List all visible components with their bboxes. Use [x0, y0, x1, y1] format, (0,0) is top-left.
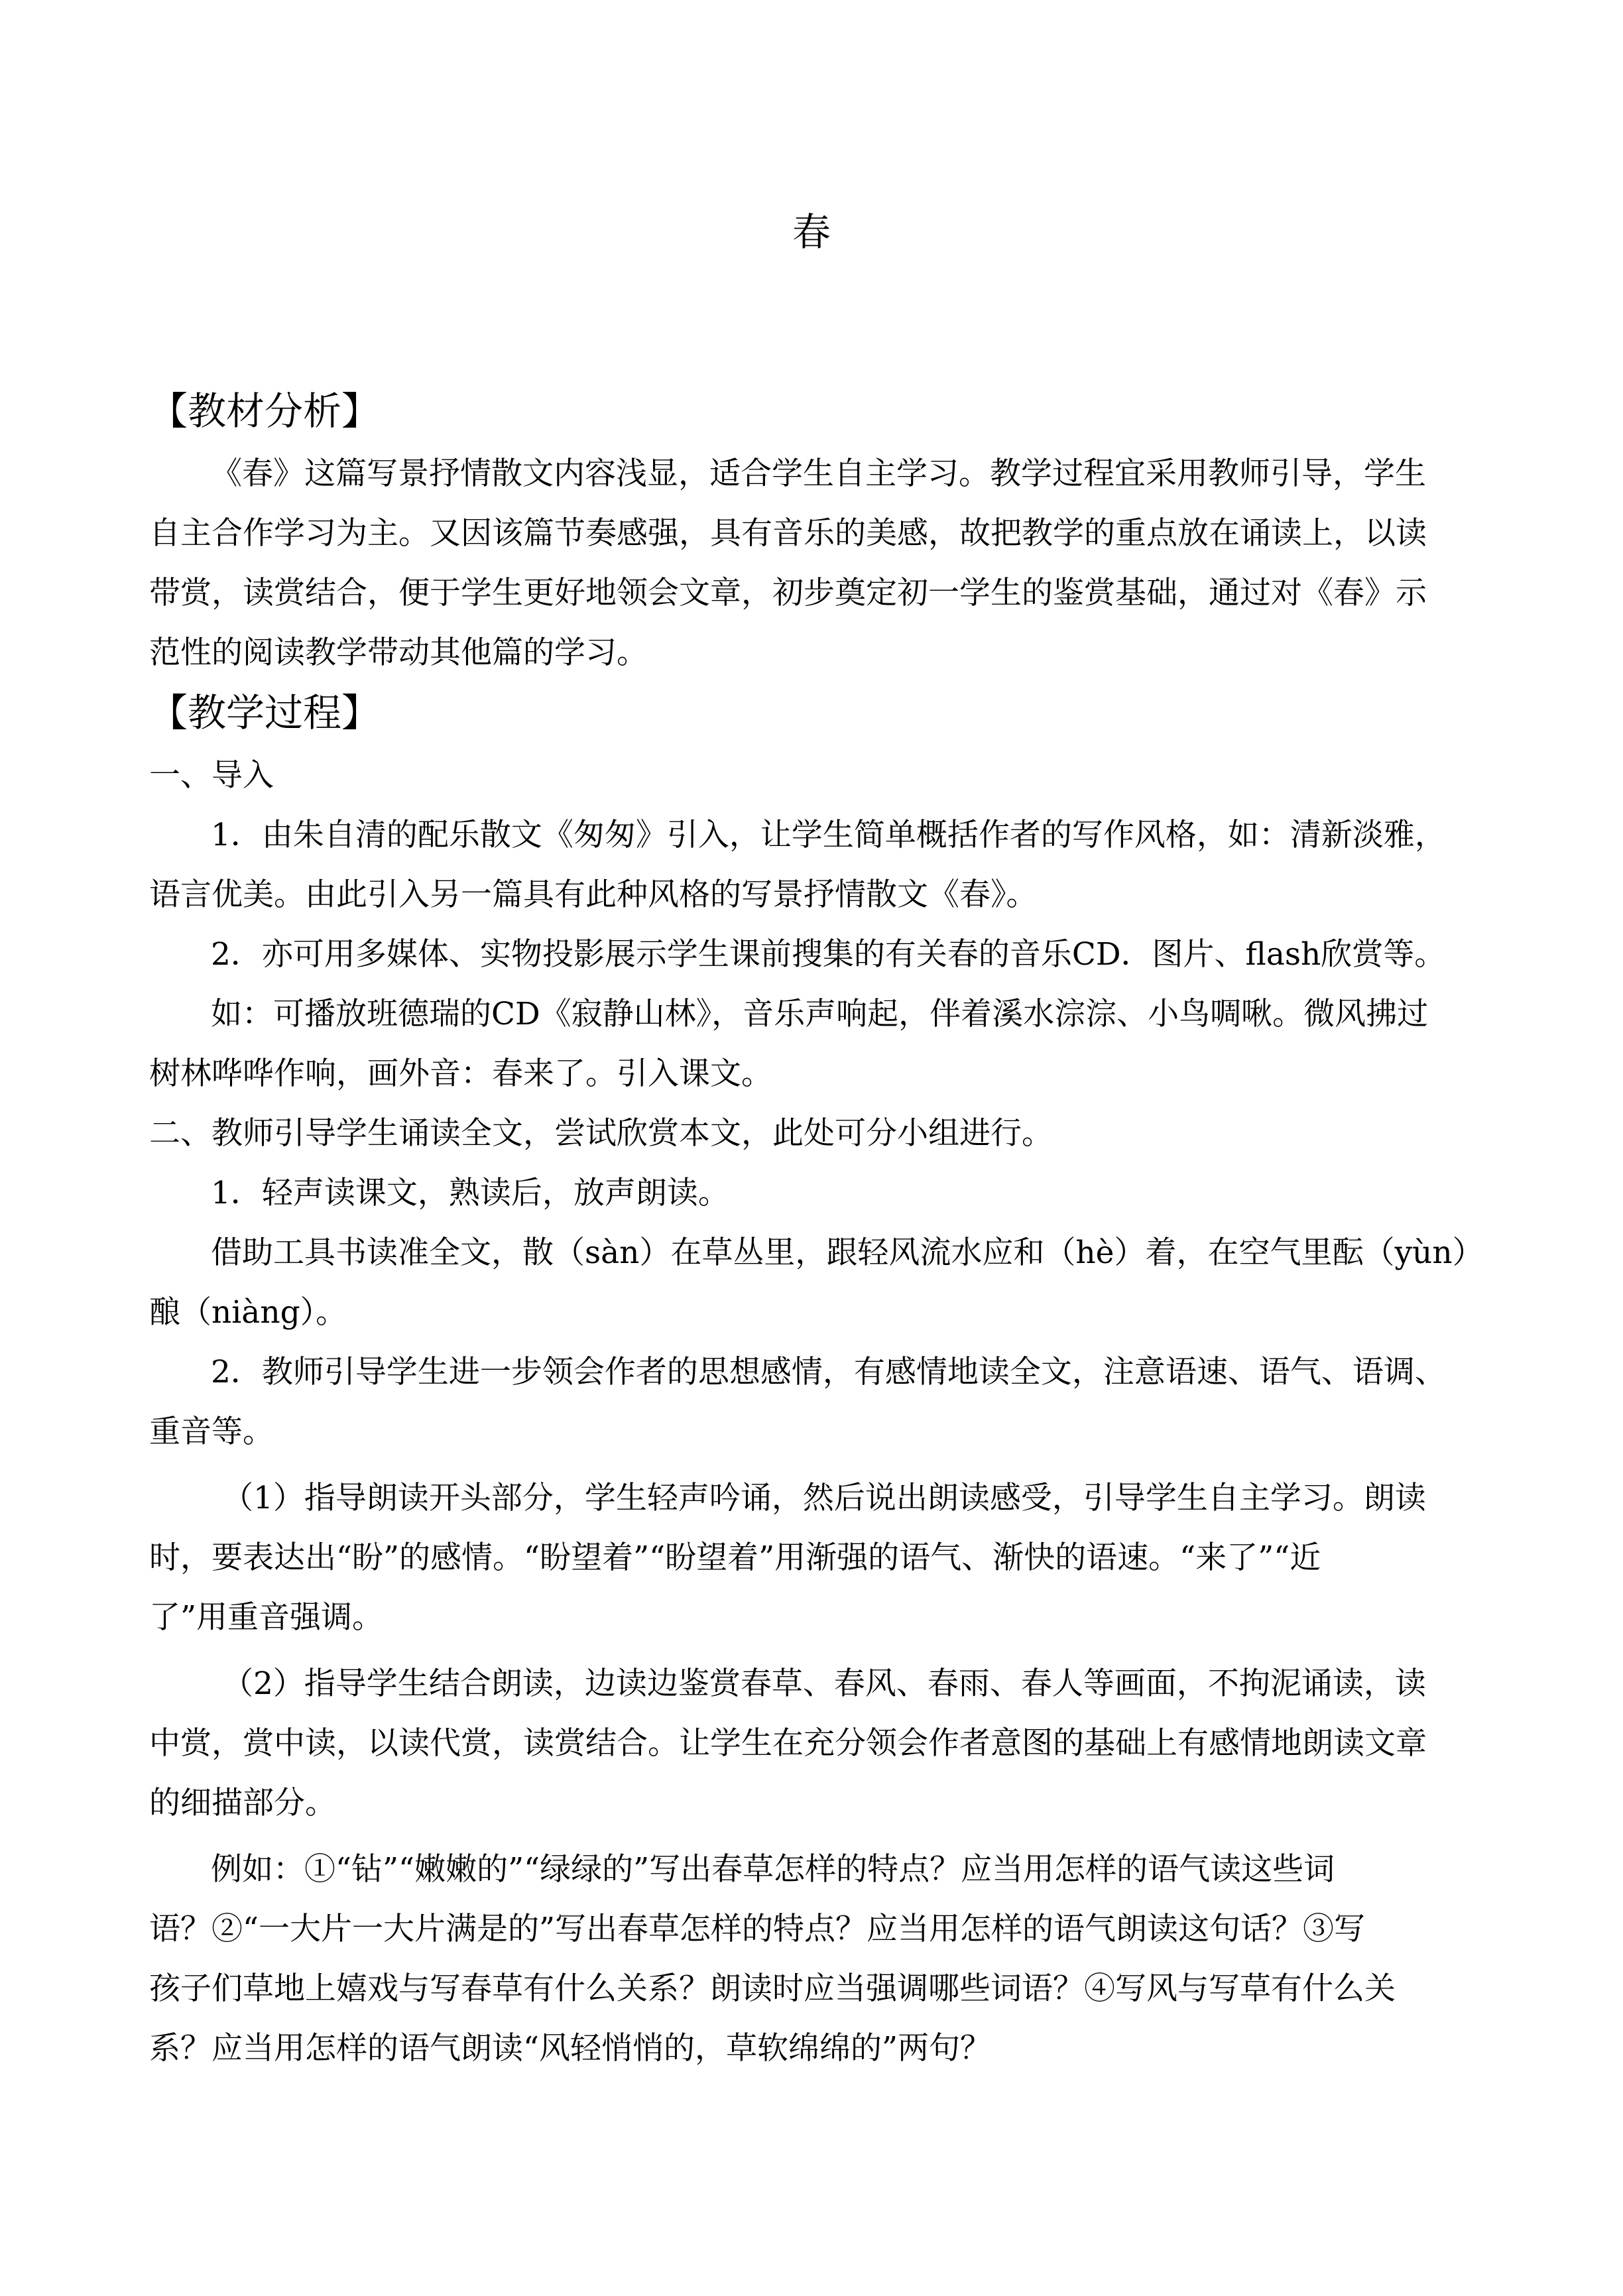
pronunciation-line: 酿（niàng）。 — [149, 1294, 347, 1331]
step-2-line: 重音等。 — [149, 1414, 274, 1450]
analysis-line: 带赏，读赏结合，便于学生更好地领会文章，初步奠定初一学生的鉴赏基础，通过对《春》示 — [149, 575, 1427, 611]
sub-item-1-line: 时，要表达出“盼”的感情。“盼望着”“盼望着”用渐强的语气、渐快的语速。“来了”“近 — [149, 1540, 1321, 1576]
example-2-line: 孩子们草地上嬉戏与写春草有什么关系？朗读时应当强调哪些词语？④写风与写草有什么关 — [149, 1970, 1396, 2007]
sub-item-1-line: 了”用重音强调。 — [149, 1599, 384, 1636]
section-title-intro: 一、导入 — [149, 757, 274, 794]
heading-textbook-analysis: 【教材分析】 — [149, 389, 381, 434]
analysis-line: 自主合作学习为主。又因该篇节奏感强，具有音乐的美感，故把教学的重点放在诵读上，以读 — [149, 515, 1427, 552]
section-title-reading: 二、教师引导学生诵读全文，尝试欣赏本文，此处可分小组进行。 — [149, 1115, 1053, 1152]
example-2-line: 系？应当用怎样的语气朗读“风轻悄悄的，草软绵绵的”两句？ — [149, 2030, 992, 2067]
sub-item-2-line: （2）指导学生结合朗读，边读边鉴赏春草、春风、春雨、春人等画面，不拘泥诵读，读 — [222, 1665, 1426, 1702]
example-1-line: 树林哗哗作响，画外音：春来了。引入课文。 — [149, 1056, 772, 1092]
example-1-line: 如：可播放班德瑞的CD《寂静山林》，音乐声响起，伴着溪水淙淙、小鸟啁啾。微风拂过 — [211, 996, 1429, 1032]
step-2-line: 2．教师引导学生进一步领会作者的思想感情，有感情地读全文，注意语速、语气、语调、 — [211, 1354, 1446, 1390]
analysis-line: 范性的阅读教学带动其他篇的学习。 — [149, 634, 648, 671]
item-1-line: 语言优美。由此引入另一篇具有此种风格的写景抒情散文《春》。 — [149, 876, 1038, 913]
step-1-line: 1．轻声读课文，熟读后，放声朗读。 — [211, 1175, 729, 1211]
heading-teaching-process: 【教学过程】 — [149, 690, 381, 735]
sub-item-2-line: 中赏，赏中读，以读代赏，读赏结合。让学生在充分领会作者意图的基础上有感情地朗读文章 — [149, 1725, 1427, 1762]
sub-item-1-line: （1）指导朗读开头部分，学生轻声吟诵，然后说出朗读感受，引导学生自主学习。朗读 — [222, 1480, 1426, 1516]
item-2-line: 2．亦可用多媒体、实物投影展示学生课前搜集的有关春的音乐CD．图片、flash欣赏等。 — [211, 936, 1446, 973]
sub-item-2-line: 的细描部分。 — [149, 1785, 336, 1821]
document-title: 春 — [792, 210, 831, 255]
example-2-line: 语？②“一大片一大片满是的”写出春草怎样的特点？应当用怎样的语气朗读这句话？③写 — [149, 1911, 1366, 1947]
example-2-line: 例如：①“钻”“嫩嫩的”“绿绿的”写出春草怎样的特点？应当用怎样的语气读这些词 — [211, 1851, 1335, 1888]
analysis-line: 《春》这篇写景抒情散文内容浅显，适合学生自主学习。教学过程宜采用教师引导，学生 — [211, 455, 1426, 492]
pronunciation-line: 借助工具书读准全文，散（sàn）在草丛里，跟轻风流水应和（hè）着，在空气里酝（yùn） — [211, 1235, 1484, 1271]
item-1-line: 1．由朱自清的配乐散文《匆匆》引入，让学生简单概括作者的写作风格，如：清新淡雅， — [211, 817, 1446, 853]
